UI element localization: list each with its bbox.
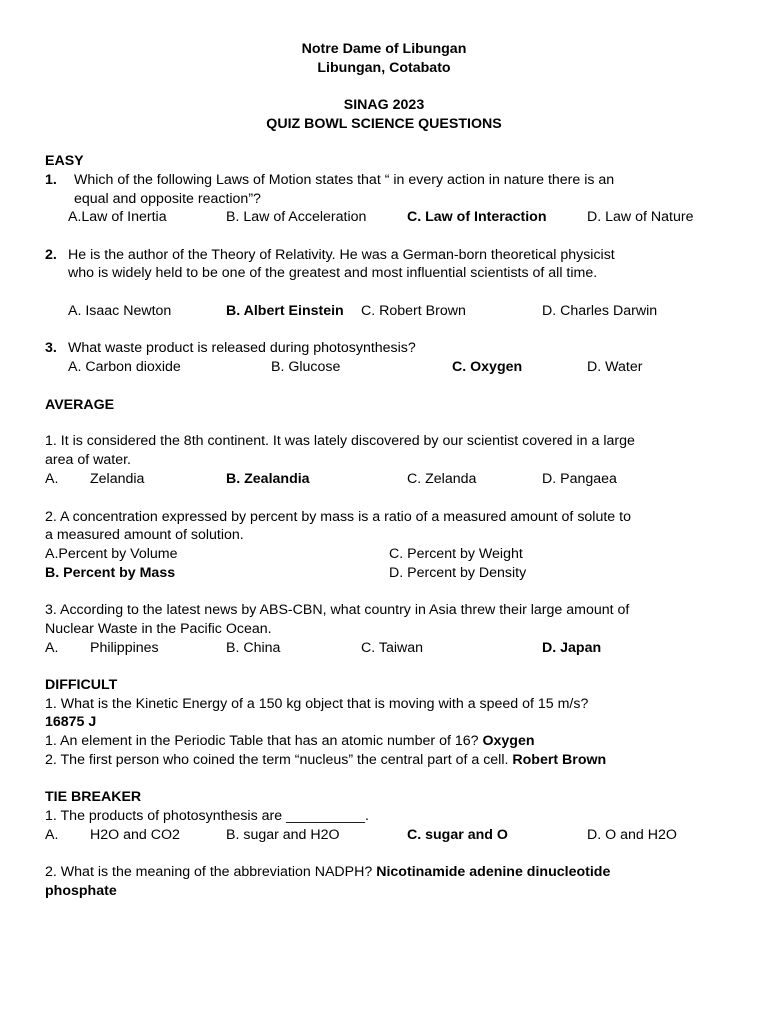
event-title: SINAG 2023 — [343, 97, 425, 113]
choice-c-answer: C. Law of Interaction — [407, 209, 547, 225]
document-title: QUIZ BOWL SCIENCE QUESTIONS — [266, 116, 502, 132]
choice-d: D. Charles Darwin — [542, 303, 658, 319]
choice-b-answer: B. Albert Einstein — [226, 303, 344, 319]
choice-c: C. Percent by Weight — [389, 546, 523, 562]
choice-b: B. sugar and H2O — [226, 827, 340, 843]
choice-a: A.Law of Inertia — [68, 209, 167, 225]
choice-d: D. Water — [587, 359, 643, 375]
question-text: equal and opposite reaction”? — [74, 191, 261, 207]
choice-a: A. Carbon dioxide — [68, 359, 181, 375]
choice-c: C. Taiwan — [361, 640, 424, 656]
choice-a: Zelandia — [90, 471, 145, 487]
question-text: Which of the following Laws of Motion states that “ in every action in nature there is an — [74, 172, 615, 188]
question-text: Nuclear Waste in the Pacific Ocean. — [45, 621, 272, 637]
section-heading-difficult: DIFFICULT — [45, 677, 118, 693]
question-text: who is widely held to be one of the greatest and most influential scientists of all time. — [68, 265, 598, 281]
choice-a: A. Isaac Newton — [68, 303, 172, 319]
choice-b: B. Law of Acceleration — [226, 209, 367, 225]
section-heading-tie-breaker: TIE BREAKER — [45, 789, 142, 805]
question-text: 1. An element in the Periodic Table that has an atomic number of 16? — [45, 733, 479, 749]
choice-a: Philippines — [90, 640, 159, 656]
question-text: 2. A concentration expressed by percent by mass is a ratio of a measured amount of solute to — [45, 509, 631, 525]
answer: 16875 J — [45, 714, 97, 730]
section-heading-average: AVERAGE — [45, 397, 115, 413]
question-text: 2. What is the meaning of the abbreviation NADPH? — [45, 864, 373, 880]
question-number: 3. — [45, 340, 57, 356]
question-number: 2. — [45, 247, 57, 263]
answer: Robert Brown — [512, 752, 607, 768]
choice-d: D. O and H2O — [587, 827, 677, 843]
choice-b: B. Glucose — [271, 359, 341, 375]
question-text: What waste product is released during photosynthesis? — [68, 340, 416, 356]
question-text: 1. What is the Kinetic Energy of a 150 kg object that is moving with a speed of 15 m/s? — [45, 696, 589, 712]
question-number: 1. — [45, 172, 57, 188]
choice-d: D. Pangaea — [542, 471, 617, 487]
question-text: 1. It is considered the 8th continent. It was lately discovered by our scientist covered in a large — [45, 433, 635, 449]
choice-a: H2O and CO2 — [90, 827, 180, 843]
question-text: 3. According to the latest news by ABS-CBN, what country in Asia threw their large amount of — [45, 602, 630, 618]
answer: Nicotinamide adenine dinucleotide — [376, 864, 611, 880]
school-location: Libungan, Cotabato — [317, 60, 451, 76]
question-text: area of water. — [45, 452, 131, 468]
section-heading-easy: EASY — [45, 153, 84, 169]
choice-c-answer: C. sugar and O — [407, 827, 508, 843]
choice-b-answer: B. Zealandia — [226, 471, 310, 487]
question-text: a measured amount of solution. — [45, 527, 244, 543]
choice-d: D. Percent by Density — [389, 565, 527, 581]
question-line — [45, 751, 606, 769]
choice-c: C. Robert Brown — [361, 303, 466, 319]
choice-d-answer: D. Japan — [542, 640, 602, 656]
question-line — [45, 863, 610, 881]
choice-a-letter: A. — [45, 827, 59, 843]
choice-b: B. China — [226, 640, 281, 656]
choice-a-letter: A. — [45, 471, 59, 487]
choice-a: A.Percent by Volume — [45, 546, 178, 562]
question-text: 1. The products of photosynthesis are __________. — [45, 808, 369, 824]
choice-b-answer: B. Percent by Mass — [45, 565, 176, 581]
answer: phosphate — [45, 883, 117, 899]
question-text: 2. The first person who coined the term “nucleus” the central part of a cell. — [45, 752, 509, 768]
answer: Oxygen — [482, 733, 535, 749]
question-line — [45, 732, 535, 750]
choice-c-answer: C. Oxygen — [452, 359, 523, 375]
question-text: He is the author of the Theory of Relativity. He was a German-born theoretical physicist — [68, 247, 615, 263]
choice-c: C. Zelanda — [407, 471, 477, 487]
school-name: Notre Dame of Libungan — [301, 41, 467, 57]
choice-a-letter: A. — [45, 640, 59, 656]
choice-d: D. Law of Nature — [587, 209, 694, 225]
